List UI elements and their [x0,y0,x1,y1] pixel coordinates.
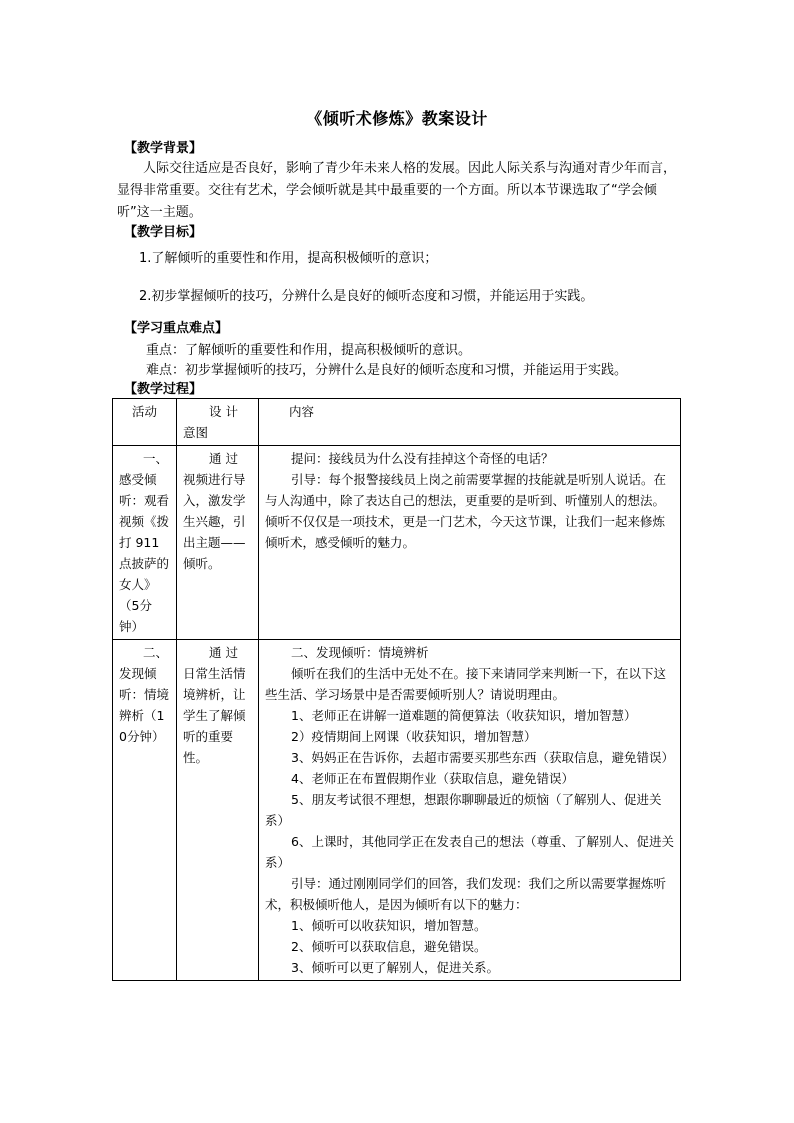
table-header-row [113,399,681,446]
content-line: 3、倾听可以更了解别人，促进关系。 [291,960,499,975]
content-line: 5、朋友考试很不理想，想跟你聊聊最近的烦恼（了解别人、促进关系） [265,792,662,828]
header-intent: 设 计 意图 [177,399,259,446]
process-table [112,398,681,981]
goals-heading: 【教学目标】 [124,225,203,240]
content-line: 倾听在我们的生活中无处不在。接下来请同学来判断一下，在以下这些生活、学习场景中是否需要倾听别人？请说明理由。 [265,666,667,702]
content-line: 引导：每个报警接线员上岗之前需要掌握的技能就是听别人说话。在与人沟通中，除了表达自己的想法，更重要的是听到、听懂别人的想法。倾听不仅仅是一项技术，更是一门艺术，今天这节课，让我们一起来修炼倾听术，感受倾听的魅力。 [265,472,667,550]
content-cell [259,446,681,640]
content-line: 提问：接线员为什么没有挂掉这个奇怪的电话？ [291,451,554,466]
content-cell [259,640,681,981]
content-line: 3、妈妈正在告诉你，去超市需要买那些东西（获取信息，避免错误） [291,750,674,765]
document-title: 《倾听术修炼》教案设计 [306,109,488,128]
focus-difficulty: 难点：初步掌握倾听的技巧，分辨什么是良好的倾听态度和习惯，并能运用于实践。 [146,363,628,378]
content-line: 1、老师正在讲解一道难题的简便算法（收获知识，增加智慧） [291,708,637,723]
intent-cell: 通 过 日常生活情境辨析，让学生了解倾听的重要性。 [177,640,259,981]
content-line: 2）疫情期间上网课（收获知识，增加智慧） [291,729,537,744]
process-heading: 【教学过程】 [124,382,203,397]
content-line: 2、倾听可以获取信息，避免错误。 [291,939,487,954]
content-line: 引导：通过刚刚同学们的回答，我们发现：我们之所以需要掌握炼听术，积极倾听他人，是因为倾听有以下的魅力： [265,876,667,912]
intent-cell: 通 过 视频进行导入，激发学生兴趣，引出主题——倾听。 [177,446,259,640]
table-row [113,446,681,640]
content-line: 6、上课时，其他同学正在发表自己的想法（尊重、了解别人、促进关系） [265,834,674,870]
focus-key: 重点：了解倾听的重要性和作用，提高积极倾听的意识。 [146,343,472,358]
goal-item-1: 1.了解倾听的重要性和作用，提高积极倾听的意识； [139,251,438,266]
background-heading: 【教学背景】 [124,141,203,156]
activity-cell: 二、发现倾听：情境辨析（10分钟） [113,640,177,981]
content-line: 4、老师正在布置假期作业（获取信息，避免错误） [291,771,574,786]
content-line: 1、倾听可以收获知识，增加智慧。 [291,918,487,933]
content-line: 二、发现倾听：情境辨析 [291,645,429,660]
focus-heading: 【学习重点难点】 [124,321,229,336]
table-row [113,640,681,981]
background-text: 人际交往适应是否良好，影响了青少年未来人格的发展。因此人际关系与沟通对青少年而言，显得非常重要。交往有艺术，学会倾听就是其中最重要的一个方面。所以本节课选取了“学会倾听”这一主题。 [117,161,677,220]
activity-cell: 一、感受倾听：观看视频《拨打 911 点披萨的女人》（5分钟） [113,446,177,640]
header-activity: 活动 [113,399,177,446]
header-content: 内容 [259,399,681,446]
goal-item-2: 2.初步掌握倾听的技巧，分辨什么是良好的倾听态度和习惯，并能运用于实践。 [139,289,594,304]
